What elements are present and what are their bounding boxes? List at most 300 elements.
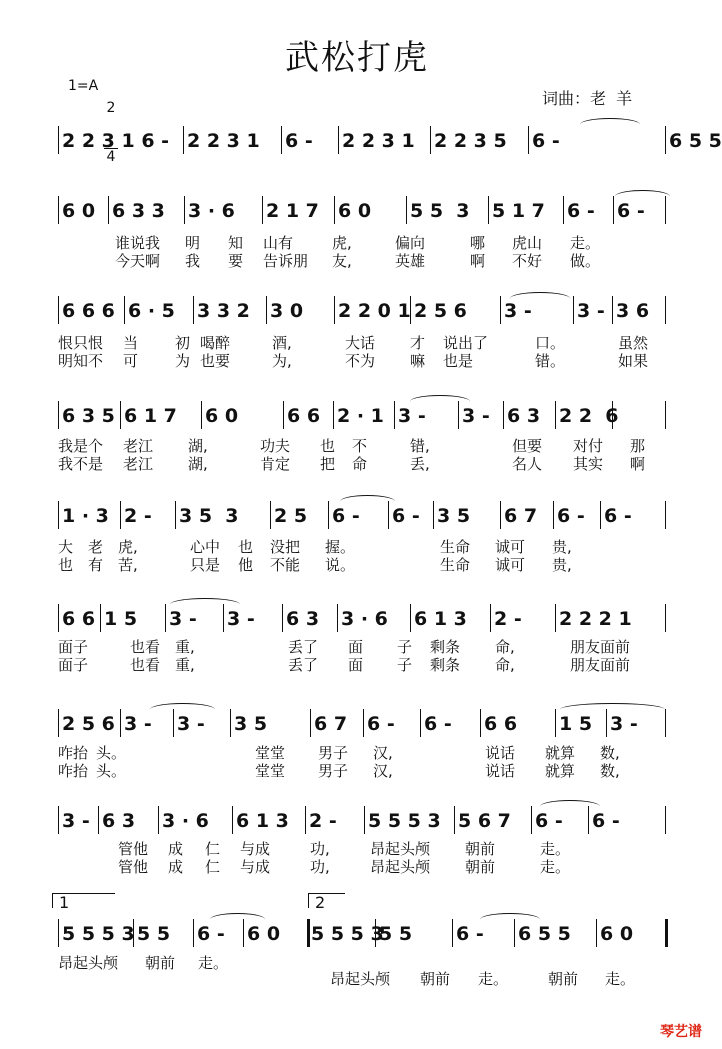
measure-notes: 2 - (124, 505, 152, 527)
measure-notes: 6 1 3 (414, 608, 467, 630)
lyric-word: 偏向 (395, 234, 426, 252)
measure-notes: 6 - (392, 505, 420, 527)
lyric-word: 虎, (332, 234, 352, 252)
measure (62, 913, 135, 957)
barline (193, 296, 194, 324)
measure-notes: 6 0 (205, 405, 239, 427)
measure-notes: 2 5 (274, 505, 308, 527)
lyric-verse-1 (0, 232, 714, 250)
lyric-word: 成 (168, 840, 184, 858)
lyric-word: 丢了 (288, 638, 319, 656)
measure-notes: 3 3 2 (197, 300, 250, 322)
lyric-verse-1 (0, 435, 714, 453)
lyric-word: 我是个 (58, 437, 104, 455)
barline (270, 501, 271, 529)
lyric-word: 嘛 (410, 352, 426, 370)
measure-notes: 3 5 3 (179, 505, 239, 527)
lyric-word: 男子 (318, 762, 349, 780)
barline (120, 501, 121, 529)
measure (62, 290, 120, 334)
measure-notes: 3 · 6 (162, 810, 209, 832)
measure-notes: 6 5 5 (669, 130, 722, 152)
lyric-word: 剩条 (430, 638, 461, 656)
measure (367, 703, 416, 747)
measure-notes: 6 3 (507, 405, 541, 427)
lyric-word: 命, (495, 656, 515, 674)
measure-notes: 6 1 3 (236, 810, 289, 832)
lyric-word: 走。 (540, 858, 571, 876)
lyric-word: 走。 (540, 840, 571, 858)
measure-notes: 6 6 (287, 405, 321, 427)
measure-notes: 6 5 5 (518, 923, 571, 945)
lyric-word: 就算 (545, 744, 576, 762)
measure-notes: 1 5 (559, 713, 593, 735)
barline (58, 709, 59, 737)
lyric-word: 错, (410, 437, 430, 455)
barline (363, 709, 364, 737)
measure-notes: 6 - (567, 200, 595, 222)
lyric-word: 堂堂 (255, 744, 286, 762)
measure (205, 395, 279, 439)
measure (424, 703, 476, 747)
lyric-word: 山有 (263, 234, 294, 252)
measure-notes: 5 5 3 (410, 200, 470, 222)
lyric-word: 知 (228, 234, 244, 252)
measure (604, 495, 661, 539)
measure (379, 913, 448, 957)
barline (500, 501, 501, 529)
barline (364, 806, 365, 834)
barline (665, 401, 666, 429)
measure-notes: 6 - (604, 505, 632, 527)
barline (58, 296, 59, 324)
staff-line-2 (0, 190, 714, 234)
lyric-word: 诚可 (495, 538, 526, 556)
volta-2-bracket: 2 (308, 893, 345, 908)
tie-arc (540, 800, 600, 813)
barline (600, 501, 601, 529)
measure-notes: 6 - (367, 713, 395, 735)
barline (433, 501, 434, 529)
measure-notes: 6 3 (102, 810, 136, 832)
tie-arc (580, 118, 640, 131)
lyric-word: 把 (320, 455, 336, 473)
lyric-verse-1 (0, 742, 714, 760)
measure (434, 120, 524, 164)
barline (500, 296, 501, 324)
measure (567, 190, 609, 234)
lyric-verse-2 (0, 250, 714, 268)
measure-notes: 3 6 (616, 300, 650, 322)
lyric-word: 命, (495, 638, 515, 656)
lyric-word: 咋抬 (58, 744, 89, 762)
measure (266, 190, 330, 234)
lyric-word: 啊 (470, 252, 486, 270)
barline (175, 501, 176, 529)
lyric-word: 仁 (205, 840, 221, 858)
measure (287, 395, 329, 439)
measure (311, 913, 384, 957)
lyric-word: 昂起头颅 (370, 858, 431, 876)
measure-notes: 3 - (398, 405, 426, 427)
measure-notes: 1 5 (104, 608, 138, 630)
lyric-word: 明知不 (58, 352, 104, 370)
barline (665, 919, 668, 947)
measure (62, 395, 116, 439)
measure-notes: 6 - (557, 505, 585, 527)
measure-notes: 6 1 7 (124, 405, 177, 427)
lyric-word: 苦, (118, 556, 138, 574)
tie-arc (560, 703, 665, 716)
measure (577, 290, 608, 334)
barline (305, 806, 306, 834)
lyric-word: 没把 (270, 538, 301, 556)
lyric-word: 谁说我 (115, 234, 161, 252)
lyric-word: 肯定 (260, 455, 291, 473)
measure (137, 913, 189, 957)
barline (58, 501, 59, 529)
lyric-word: 老江 (123, 437, 154, 455)
lyric-verse-1 (0, 536, 714, 554)
measure (337, 395, 390, 439)
barline (563, 196, 564, 224)
lyric-word: 生命 (440, 538, 471, 556)
measure-notes: 6 3 5 (62, 405, 115, 427)
barline (230, 709, 231, 737)
lyric-word: 说出了 (443, 334, 489, 352)
lyric-verse-2 (0, 760, 714, 778)
lyric-word: 对付 (573, 437, 604, 455)
key-signature: 1=A (68, 78, 99, 94)
measure-notes: 2 · 1 (337, 405, 384, 427)
tie-arc (150, 703, 215, 716)
measure-notes: 5 5 5 3 (62, 923, 135, 945)
measure-notes: 6 - (592, 810, 620, 832)
barline (120, 401, 121, 429)
lyric-word: 有 (88, 556, 104, 574)
lyric-word: 贵, (552, 556, 572, 574)
barline (334, 196, 335, 224)
lyric-word: 走。 (570, 234, 601, 252)
lyric-word: 友, (332, 252, 352, 270)
measure-notes: 5 6 7 (458, 810, 511, 832)
lyric-word: 贵, (552, 538, 572, 556)
time-signature-top: 2 (106, 100, 116, 116)
barline (665, 126, 666, 154)
lyric-word: 那 (630, 437, 646, 455)
measure (112, 190, 180, 234)
measure-notes: 2 - (309, 810, 337, 832)
lyric-word: 就算 (545, 762, 576, 780)
measure (62, 120, 179, 164)
measure (437, 495, 496, 539)
measure-notes: 2 2 3 5 (434, 130, 507, 152)
measure-notes: 2 1 7 (266, 200, 319, 222)
barline (555, 604, 556, 632)
lyric-word: 握。 (325, 538, 356, 556)
measure (392, 495, 429, 539)
barline (183, 126, 184, 154)
lyric-word: 与成 (240, 840, 271, 858)
lyric-word: 面 (348, 638, 364, 656)
barline (158, 806, 159, 834)
barline (555, 709, 556, 737)
barline (58, 196, 59, 224)
tie-arc (210, 913, 265, 926)
lyric-word: 不 (352, 437, 368, 455)
lyric-word: 昂起头颅 (370, 840, 431, 858)
measure (62, 190, 104, 234)
measure (507, 395, 551, 439)
lyric-word: 说。 (325, 556, 356, 574)
measure-notes: 2 2 0 1 (338, 300, 411, 322)
composer-credit: 词曲：老 羊 (542, 89, 633, 108)
barline (420, 709, 421, 737)
measure-notes: 6 - (456, 923, 484, 945)
tie-arc (340, 495, 395, 508)
barline (120, 709, 121, 737)
lyric-word: 朝前 (145, 954, 176, 972)
lyric-word: 诚可 (495, 556, 526, 574)
measure (124, 495, 171, 539)
measure-notes: 3 - (227, 608, 255, 630)
lyric-word: 子 (397, 638, 413, 656)
measure-notes: 6 0 (600, 923, 634, 945)
measure (62, 495, 116, 539)
lyric-word: 要 (228, 252, 244, 270)
barline (480, 709, 481, 737)
barline (573, 296, 574, 324)
measure (559, 395, 619, 439)
measure (557, 495, 596, 539)
time-signature-bottom: 4 (104, 148, 118, 165)
volta-1-bracket: 1 (52, 893, 115, 908)
lyric-word: 朝前 (465, 858, 496, 876)
lyric-word: 汉, (373, 744, 393, 762)
lyric-verse-2 (0, 654, 714, 672)
measure-notes: 6 0 (338, 200, 372, 222)
lyric-word: 数, (600, 762, 620, 780)
lyric-word: 虽然 (618, 334, 649, 352)
measure-notes: 3 5 (437, 505, 471, 527)
barline (58, 401, 59, 429)
lyric-word: 虎山 (512, 234, 543, 252)
lyric-word: 功, (310, 858, 330, 876)
lyric-word: 子 (397, 656, 413, 674)
measure-notes: 6 - (617, 200, 645, 222)
lyric-word: 老 (88, 538, 104, 556)
barline (98, 806, 99, 834)
lyric-word: 其实 (573, 455, 604, 473)
measure (600, 913, 661, 957)
lyric-word: 但要 (512, 437, 543, 455)
measure (128, 290, 189, 334)
lyric-word: 心中 (190, 538, 221, 556)
barline (333, 401, 334, 429)
measure-notes: 2 2 3 1 (187, 130, 260, 152)
lyric-word: 重, (175, 638, 195, 656)
measure-notes: 5 5 (137, 923, 171, 945)
measure-notes: 6 3 (286, 608, 320, 630)
measure-notes: 3 - (462, 405, 490, 427)
barline (528, 126, 529, 154)
measure-notes: 2 2 3 1 (342, 130, 415, 152)
lyric-word: 丢了 (288, 656, 319, 674)
measure (484, 703, 551, 747)
barline (490, 604, 491, 632)
lyric-word: 剩条 (430, 656, 461, 674)
barline (430, 126, 431, 154)
lyric-word: 头。 (96, 762, 127, 780)
measure-notes: 5 5 5 3 (368, 810, 441, 832)
barline (58, 806, 59, 834)
lyric-word: 走。 (605, 970, 636, 988)
tie-arc (480, 913, 540, 926)
lyric-word: 错。 (535, 352, 566, 370)
measure-notes: 6 6 (484, 713, 518, 735)
staff-line-4 (0, 395, 714, 439)
lyric-word: 湖, (188, 437, 208, 455)
measure-notes: 2 - (494, 608, 522, 630)
barline (281, 126, 282, 154)
lyric-word: 昂起头颅 (58, 954, 119, 972)
lyric-word: 才 (410, 334, 426, 352)
barline (406, 196, 407, 224)
measure-notes: 3 · 6 (341, 608, 388, 630)
lyric-word: 不能 (270, 556, 301, 574)
lyric-verse-1 (0, 636, 714, 654)
measure-notes: 6 0 (62, 200, 96, 222)
lyric-word: 朝前 (548, 970, 579, 988)
measure-notes: 3 - (177, 713, 205, 735)
barline (665, 501, 666, 529)
measure (179, 495, 266, 539)
lyric-word: 走。 (478, 970, 509, 988)
measure (338, 290, 411, 334)
measure-notes: 5 5 5 3 (311, 923, 384, 945)
lyric-word: 也 (58, 556, 74, 574)
tie-arc (410, 395, 470, 408)
lyric-word: 朝前 (420, 970, 451, 988)
measure (504, 495, 549, 539)
lyric-word: 男子 (318, 744, 349, 762)
measure (187, 120, 277, 164)
lyric-word: 昂起头颅 (330, 970, 391, 988)
measure-notes: 2 2 3 1 6 - (62, 130, 170, 152)
measure (234, 703, 306, 747)
lyric-word: 数, (600, 744, 620, 762)
lyric-word: 恨只恨 (58, 334, 104, 352)
barline (337, 604, 338, 632)
barline (201, 401, 202, 429)
lyric-word: 丢, (410, 455, 430, 473)
lyric-word: 头。 (96, 744, 127, 762)
measure-notes: 6 6 (62, 608, 96, 630)
barline (555, 401, 556, 429)
lyric-word: 哪 (470, 234, 486, 252)
lyric-word: 啊 (630, 455, 646, 473)
measure-notes: 5 1 7 (492, 200, 545, 222)
measure-notes: 6 - (532, 130, 560, 152)
lyric-word: 功夫 (260, 437, 291, 455)
barline (665, 806, 666, 834)
lyric-word: 虎, (118, 538, 138, 556)
lyric-word: 走。 (198, 954, 229, 972)
measure-notes: 2 2 2 1 (559, 608, 632, 630)
lyric-word: 重, (175, 656, 195, 674)
lyric-verse-1 (0, 332, 714, 350)
lyric-word: 英雄 (395, 252, 426, 270)
lyric-word: 面 (348, 656, 364, 674)
lyric-verse-2 (0, 350, 714, 368)
lyric-word: 名人 (512, 455, 543, 473)
lyric-word: 成 (168, 858, 184, 876)
measure (274, 495, 324, 539)
measure-notes: 3 - (169, 608, 197, 630)
barline (665, 296, 666, 324)
lyric-word: 也 (320, 437, 336, 455)
measure (616, 290, 661, 334)
measure-notes: 3 - (504, 300, 532, 322)
measure-notes: 3 0 (270, 300, 304, 322)
measure (270, 290, 330, 334)
measure-notes: 5 5 (379, 923, 413, 945)
lyric-verse-2 (0, 968, 714, 986)
measure (492, 190, 559, 234)
barline (553, 501, 554, 529)
barline (100, 604, 101, 632)
measure-notes: 6 - (332, 505, 360, 527)
lyric-word: 汉, (373, 762, 393, 780)
lyric-word: 湖, (188, 455, 208, 473)
lyric-word: 管他 (118, 840, 149, 858)
song-title: 武松打虎 (285, 38, 429, 78)
barline (410, 604, 411, 632)
barline (665, 604, 666, 632)
barline (665, 709, 666, 737)
barline (613, 196, 614, 224)
barline (58, 126, 59, 154)
measure (188, 190, 258, 234)
measure (62, 703, 116, 747)
staff-line-3 (0, 290, 714, 334)
lyric-word: 堂堂 (255, 762, 286, 780)
measure-notes: 6 - (535, 810, 563, 832)
barline (612, 296, 613, 324)
measure-notes: 6 - (197, 923, 225, 945)
measure (414, 290, 496, 334)
lyric-word: 酒, (272, 334, 292, 352)
measure-notes: 6 · 5 (128, 300, 175, 322)
measure-notes: 1 · 3 (62, 505, 109, 527)
lyric-word: 朝前 (465, 840, 496, 858)
lyric-word: 朋友面前 (570, 638, 631, 656)
barline (307, 919, 310, 947)
lyric-word: 命 (352, 455, 368, 473)
barline (58, 604, 59, 632)
measure (669, 120, 722, 164)
lyric-word: 也是 (443, 352, 474, 370)
tie-arc (615, 190, 670, 203)
lyric-word: 喝醉 (200, 334, 231, 352)
lyric-word: 功, (310, 840, 330, 858)
tie-arc (510, 292, 570, 305)
barline (454, 806, 455, 834)
measure-notes: 6 6 6 (62, 300, 115, 322)
barline (394, 401, 395, 429)
measure-notes: 3 - (124, 713, 152, 735)
barline (165, 604, 166, 632)
